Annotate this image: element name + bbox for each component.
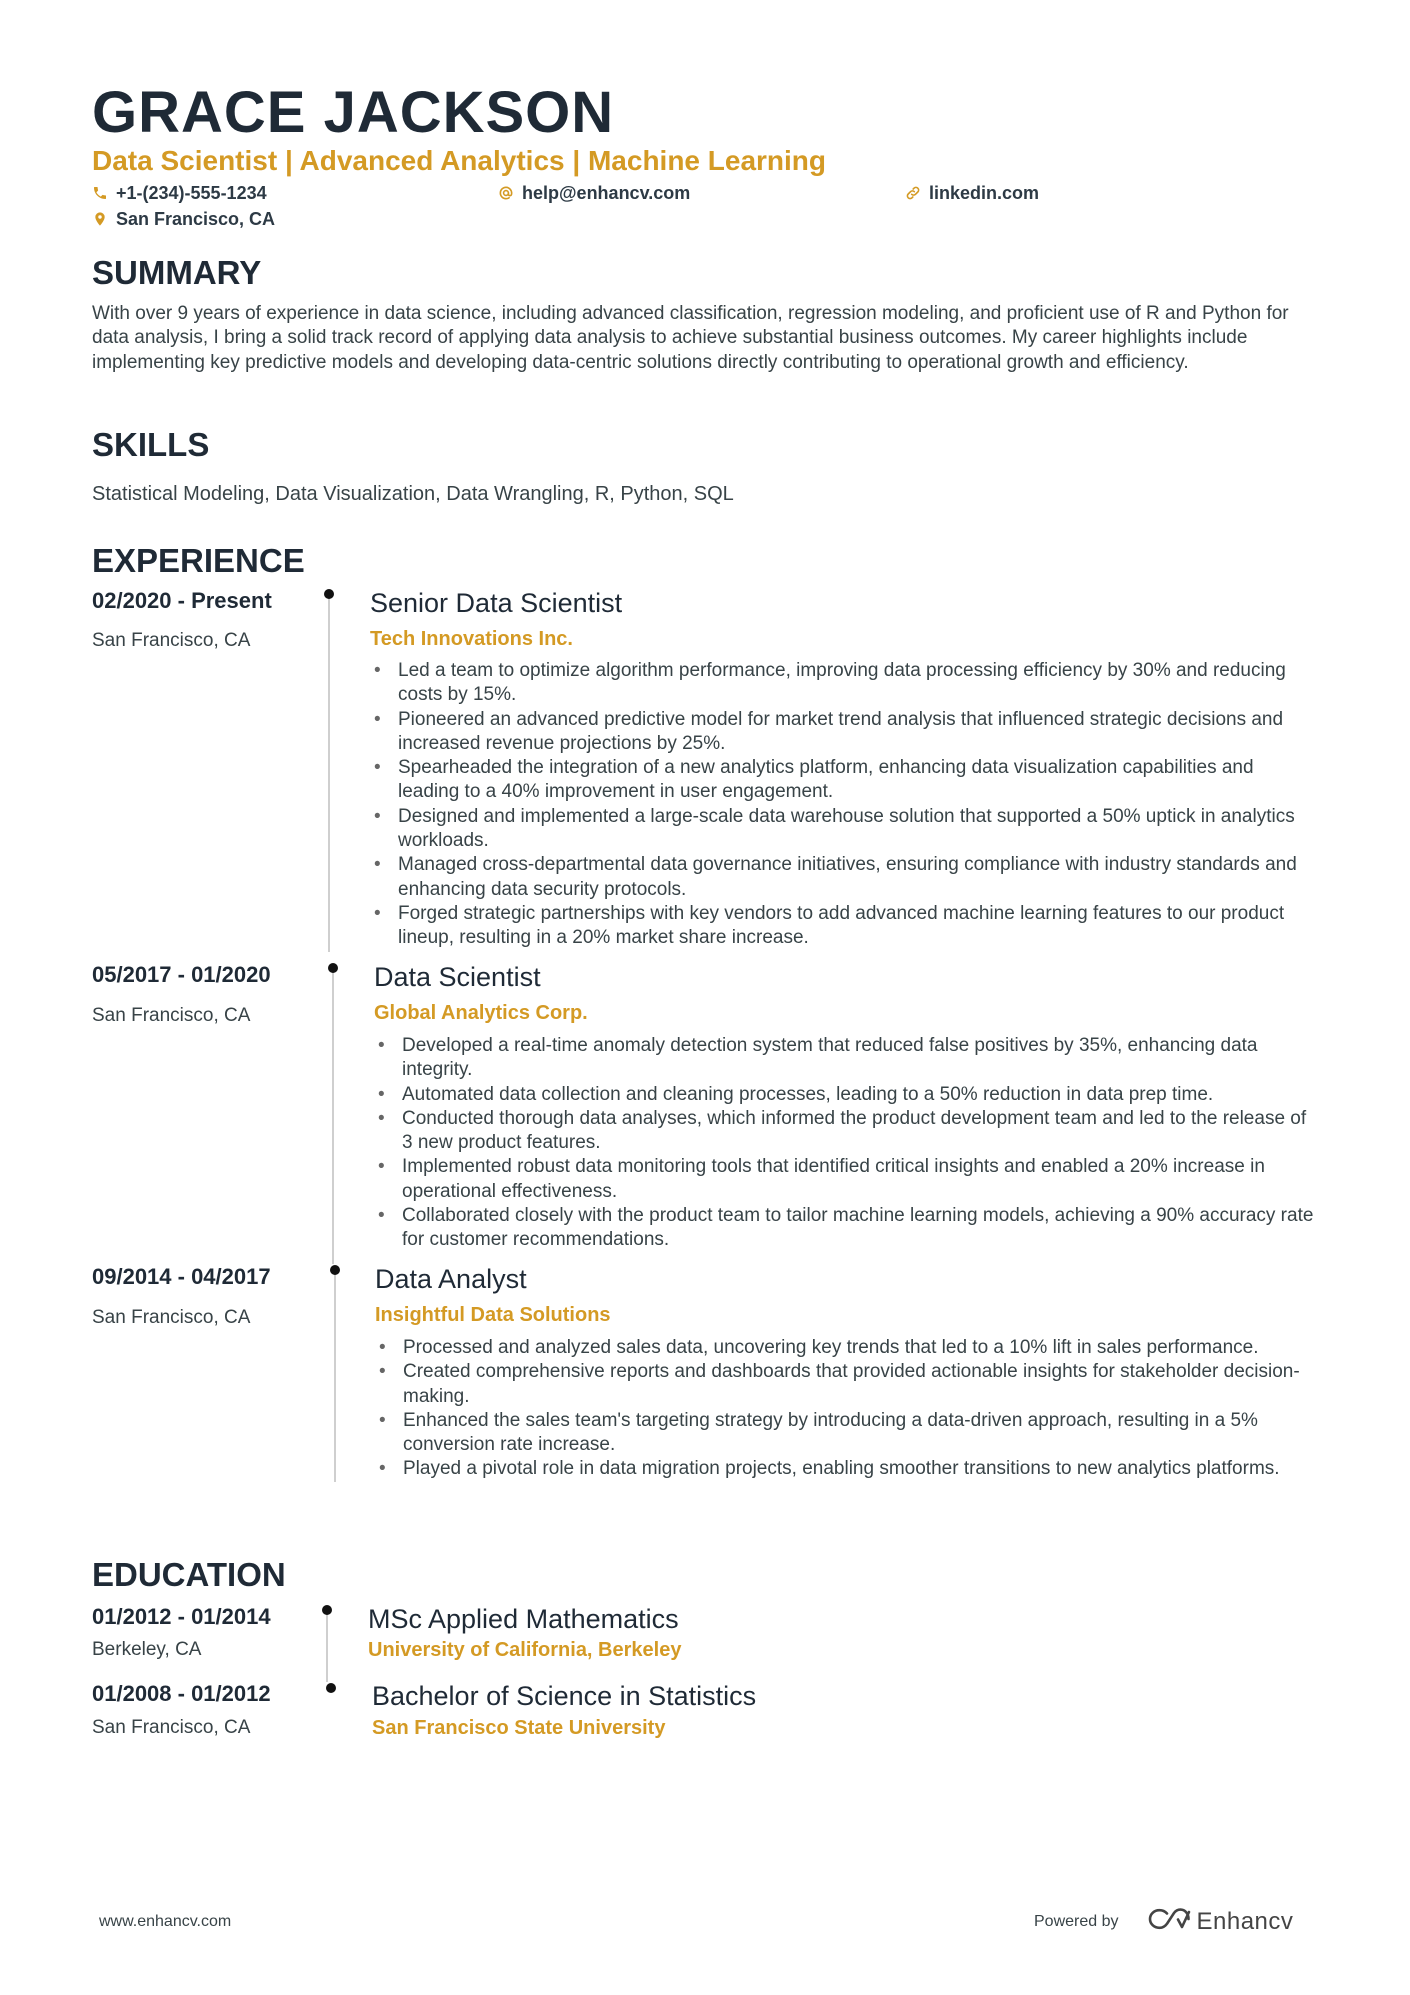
timeline-dot (322, 1605, 332, 1615)
email-text: help@enhancv.com (522, 183, 691, 203)
summary-heading: SUMMARY (92, 254, 262, 291)
timeline-dot (326, 1683, 336, 1693)
contact-phone[interactable] (92, 182, 267, 204)
link-icon (905, 185, 921, 201)
experience-dates: 05/2017 - 01/2020 (92, 962, 271, 987)
footer-website[interactable]: www.enhancv.com (99, 1913, 232, 1930)
experience-heading: EXPERIENCE (92, 542, 305, 579)
experience-company: Global Analytics Corp. (374, 1002, 588, 1024)
list-item: • Automated data collection and cleaning processes, leading to a 50% reduction in data prep time. (378, 1083, 1214, 1105)
experience-location: San Francisco, CA (92, 630, 251, 651)
education-school: University of California, Berkeley (368, 1639, 682, 1661)
location-text: San Francisco, CA (116, 209, 276, 229)
list-item: • Spearheaded the integration of a new analytics platform, enhancing data visualization capabilities and leading to a 40% improvement in user engagement. (374, 757, 1254, 803)
list-item: • Played a pivotal role in data migration projects, enabling smoother transitions to new analytics platforms. (379, 1458, 1280, 1480)
phone-icon (92, 185, 108, 201)
contact-location (92, 208, 275, 230)
experience-location: San Francisco, CA (92, 1307, 251, 1328)
timeline-line (328, 594, 330, 952)
experience-company: Insightful Data Solutions (375, 1304, 611, 1326)
list-item: • Pioneered an advanced predictive model for market trend analysis that influenced strategic decisions and increased revenue projections by 25%. (374, 708, 1284, 754)
experience-location: San Francisco, CA (92, 1005, 251, 1026)
education-degree: Bachelor of Science in Statistics (372, 1681, 757, 1711)
education-location: San Francisco, CA (92, 1717, 251, 1738)
experience-dates: 09/2014 - 04/2017 (92, 1264, 271, 1289)
education-degree: MSc Applied Mathematics (368, 1604, 679, 1634)
education-dates: 01/2008 - 01/2012 (92, 1681, 271, 1706)
experience-role: Data Analyst (375, 1264, 527, 1294)
experience-bullets (370, 659, 1315, 951)
footer-powered-by[interactable] (1034, 1907, 1293, 1936)
experience-role: Senior Data Scientist (370, 588, 623, 618)
summary-text: With over 9 years of experience in data science, including advanced classification, regression modeling, and proficient use of R and Python for data analysis, I bring a solid track record of applying data analysis to achieve substantial business outcomes. My career highlights include implementing key predictive models and developing data-centric solutions directly contributing to operational growth and efficiency. (92, 303, 1289, 373)
skills-text: Statistical Modeling, Data Visualization, Data Wrangling, R, Python, SQL (92, 483, 734, 505)
list-item: • Collaborated closely with the product team to tailor machine learning models, achieving a 90% accuracy rate for customer recommendations. (378, 1205, 1314, 1251)
contact-email[interactable] (498, 182, 690, 204)
contact-linkedin[interactable] (905, 182, 1039, 204)
list-item: • Developed a real-time anomaly detection system that reduced false positives by 35%, enhancing data integrity. (378, 1035, 1258, 1081)
enhancv-logo-icon (1147, 1907, 1193, 1936)
brand-name: Enhancv (1196, 1907, 1294, 1935)
powered-by-label: Powered by (1034, 1912, 1119, 1930)
education-heading: EDUCATION (92, 1556, 286, 1593)
education-location: Berkeley, CA (92, 1639, 202, 1660)
list-item: • Led a team to optimize algorithm performance, improving data processing efficiency by 30% and reducing costs by 15%. (374, 660, 1286, 706)
experience-dates: 02/2020 - Present (92, 588, 272, 613)
experience-bullets (374, 1034, 1319, 1253)
education-school: San Francisco State University (372, 1717, 666, 1739)
list-item: • Created comprehensive reports and dashboards that provided actionable insights for stakeholder decision-making. (379, 1361, 1300, 1407)
timeline-line (334, 1270, 336, 1482)
timeline-line (326, 1610, 328, 1682)
at-icon (498, 185, 514, 201)
list-item: • Forged strategic partnerships with key vendors to add advanced machine learning features to our product lineup, resulting in a 20% market share increase. (374, 902, 1285, 949)
linkedin-text: linkedin.com (929, 183, 1040, 203)
phone-text: +1-(234)-555-1234 (116, 183, 267, 203)
list-item: • Implemented robust data monitoring tools that identified critical insights and enabled a 20% increase in operational effectiveness. (378, 1156, 1265, 1202)
experience-company: Tech Innovations Inc. (370, 628, 573, 650)
timeline-dot (324, 589, 334, 599)
timeline-line (332, 968, 334, 1264)
candidate-name: GRACE JACKSON (92, 80, 615, 145)
timeline-dot (328, 963, 338, 973)
timeline-dot (330, 1265, 340, 1275)
list-item: • Designed and implemented a large-scale data warehouse solution that supported a 50% uptick in analytics workloads. (374, 805, 1295, 852)
list-item: • Conducted thorough data analyses, which informed the product development team and led to the release of 3 new product features. (378, 1107, 1307, 1154)
skills-heading: SKILLS (92, 426, 210, 463)
list-item: • Managed cross-departmental data governance initiatives, ensuring compliance with industry standards and enhancing data security protocols. (374, 854, 1297, 900)
list-item: • Enhanced the sales team's targeting strategy by introducing a data-driven approach, resulting in a 5% conversion rate increase. (379, 1409, 1258, 1456)
list-item: • Processed and analyzed sales data, uncovering key trends that led to a 10% lift in sales performance. (379, 1337, 1259, 1358)
education-dates: 01/2012 - 01/2014 (92, 1604, 271, 1629)
map-pin-icon (92, 211, 108, 227)
experience-role: Data Scientist (374, 962, 541, 992)
experience-bullets (375, 1336, 1320, 1482)
candidate-title: Data Scientist | Advanced Analytics | Machine Learning (92, 145, 827, 176)
